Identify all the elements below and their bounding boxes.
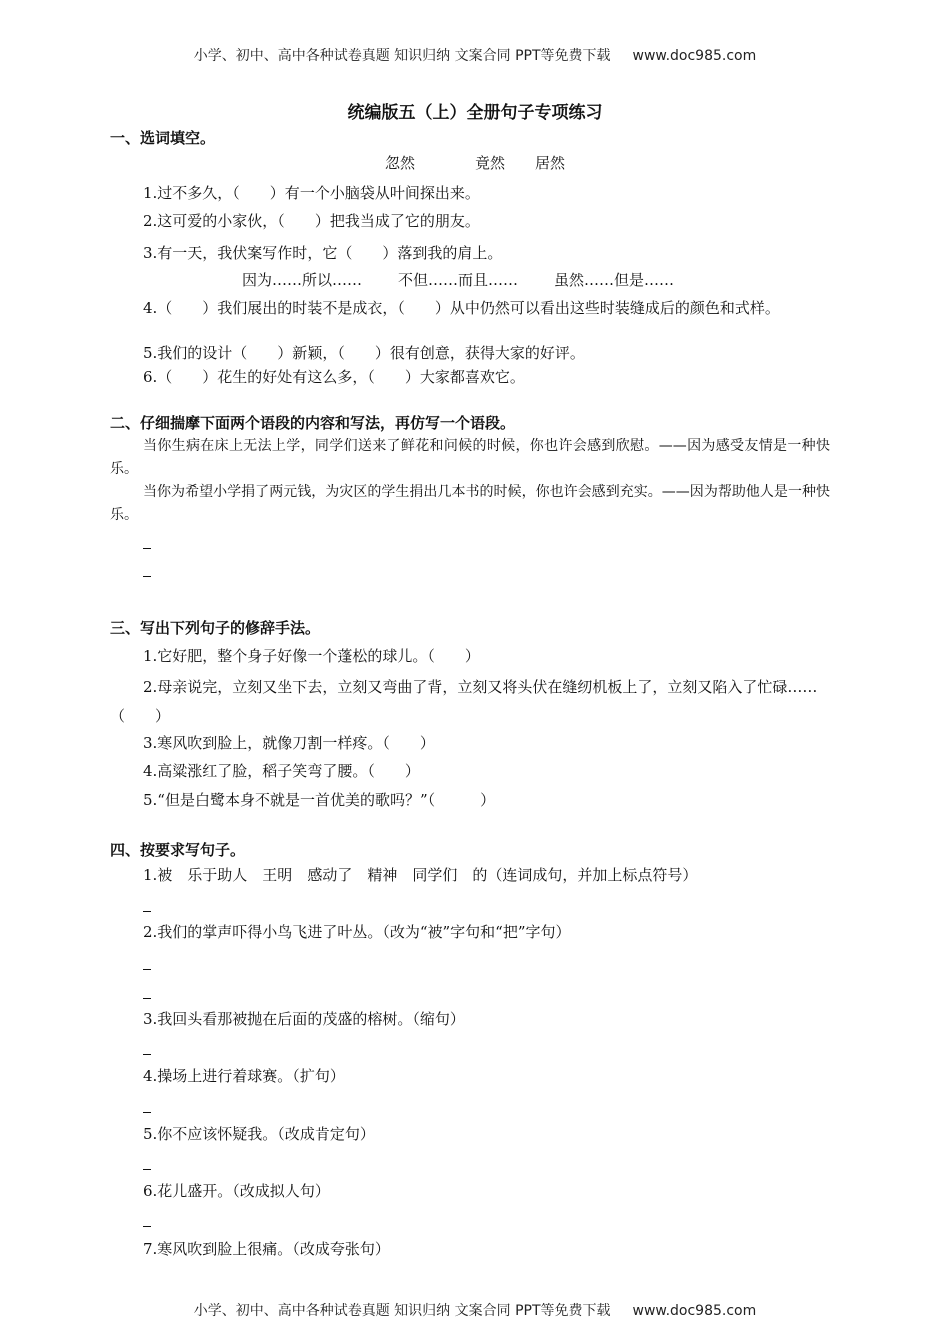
question: 6.花儿盛开。（改成拟人句） <box>143 1182 330 1200</box>
header-url: www.doc985.com <box>632 48 757 64</box>
question: 4.（ ）我们展出的时装不是成衣，（ ）从中仍然可以看出这些时装缝成后的颜色和式样。 <box>143 299 780 317</box>
header-text: 小学、初中、高中各种试卷真题 知识归纳 文案合同 PPT等免费下载 <box>193 48 611 64</box>
question: 3.我回头看那被抛在后面的茂盛的榕树。（缩句） <box>143 1010 465 1028</box>
word-option: 虽然……但是…… <box>554 271 675 289</box>
word-option: 居然 <box>535 154 566 172</box>
answer-line[interactable] <box>143 998 151 999</box>
question: 1.它好肥，整个身子好像一个蓬松的球儿。（ ） <box>143 647 480 665</box>
footer-text: 小学、初中、高中各种试卷真题 知识归纳 文案合同 PPT等免费下载 <box>193 1303 611 1319</box>
page-footer <box>0 1301 950 1321</box>
answer-line[interactable] <box>143 911 151 912</box>
question: 1.被 乐于助人 王明 感动了 精神 同学们 的（连词成句，并加上标点符号） <box>143 866 698 884</box>
question: 3.寒风吹到脸上，就像刀割一样疼。（ ） <box>143 734 435 752</box>
word-option: 忽然 <box>384 154 415 172</box>
question: 2.这可爱的小家伙，（ ）把我当成了它的朋友。 <box>143 212 480 230</box>
word-options-2 <box>242 270 674 290</box>
answer-line[interactable] <box>143 1112 151 1113</box>
question: 3.有一天，我伏案写作时，它（ ）落到我的肩上。 <box>143 244 503 262</box>
section-3-heading: 三、写出下列句子的修辞手法。 <box>110 619 321 637</box>
question: 5.你不应该怀疑我。（改成肯定句） <box>143 1125 375 1143</box>
section-2-heading: 二、仔细揣摩下面两个语段的内容和写法，再仿写一个语段。 <box>110 414 516 432</box>
answer-line[interactable] <box>143 1226 151 1227</box>
question: 5.我们的设计（ ）新颖，（ ）很有创意，获得大家的好评。 <box>143 344 585 362</box>
word-options-1 <box>0 153 950 173</box>
question: 6.（ ）花生的好处有这么多，（ ）大家都喜欢它。 <box>143 368 525 386</box>
question: 5.“但是白鹭本身不就是一首优美的歌吗？”（ ） <box>143 791 496 809</box>
word-option: 因为……所以…… <box>242 271 363 289</box>
question: 2.我们的掌声吓得小鸟飞进了叶丛。（改为“被”字句和“把”字句） <box>143 923 571 941</box>
question: 4.高粱涨红了脸，稻子笑弯了腰。（ ） <box>143 762 420 780</box>
question: 1.过不多久，（ ）有一个小脑袋从叶间探出来。 <box>143 184 480 202</box>
sample-paragraph: 当你为希望小学捐了两元钱，为灾区的学生捐出几本书的时候，你也许会感到充实。——因为帮助他人是一种快乐。 <box>110 484 830 523</box>
question: 7.寒风吹到脸上很痛。（改成夸张句） <box>143 1240 390 1258</box>
question: 2.母亲说完，立刻又坐下去，立刻又弯曲了背，立刻又将头伏在缝纫机板上了，立刻又陷入了忙碌……（ ） <box>110 678 818 725</box>
answer-line[interactable] <box>143 1169 151 1170</box>
page-header <box>0 46 950 66</box>
word-option: 不但……而且…… <box>398 271 519 289</box>
answer-line[interactable] <box>143 1054 151 1055</box>
page-title: 统编版五（上）全册句子专项练习 <box>347 103 603 123</box>
question: 4.操场上进行着球赛。（扩句） <box>143 1067 345 1085</box>
sample-paragraph: 当你生病在床上无法上学，同学们送来了鲜花和问候的时候，你也许会感到欣慰。——因为感受友情是一种快乐。 <box>110 438 830 477</box>
section-4-heading: 四、按要求写句子。 <box>110 841 246 859</box>
word-option: 竟然 <box>474 154 505 172</box>
footer-url: www.doc985.com <box>632 1303 757 1319</box>
answer-line[interactable] <box>143 576 151 577</box>
answer-line[interactable] <box>143 548 151 549</box>
answer-line[interactable] <box>143 969 151 970</box>
section-1-heading: 一、选词填空。 <box>110 129 216 147</box>
